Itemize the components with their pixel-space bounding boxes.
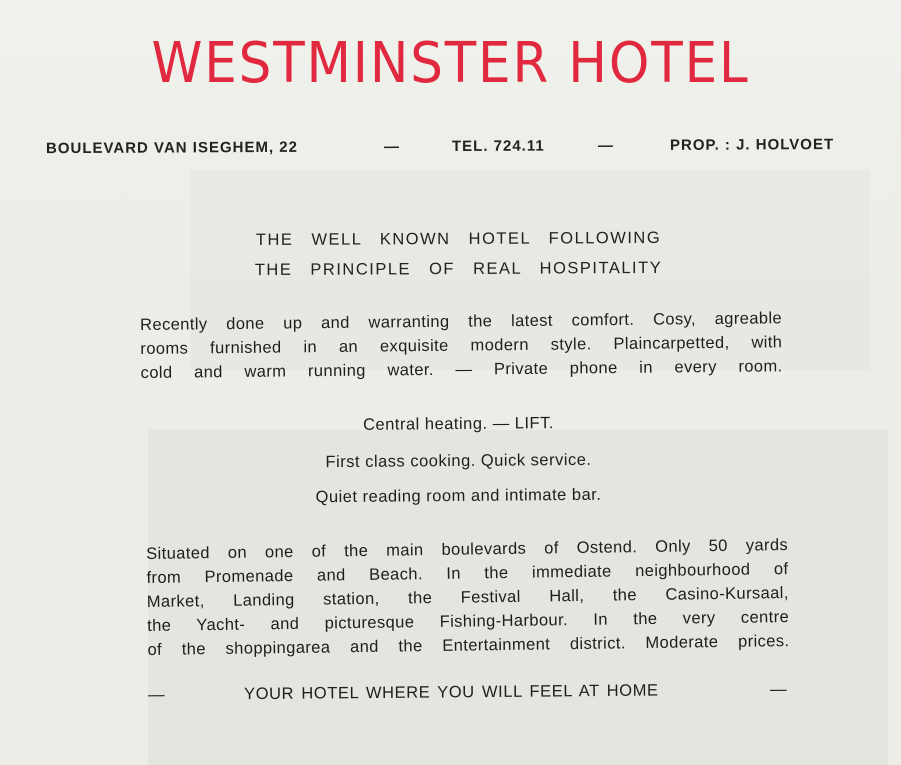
paragraph-line: Market, Landing station, the Festival Hall, the Casino-Kursaal, <box>146 584 789 611</box>
location-paragraph <box>146 533 790 662</box>
address-text: BOULEVARD VAN ISEGHEM, 22 <box>45 138 299 158</box>
heading-line-1: THE WELL KNOWN HOTEL FOLLOWING <box>255 228 662 250</box>
contact-info-row <box>46 136 866 168</box>
paragraph-line: cold and warm running water. — Private phone in every room. <box>140 357 783 382</box>
separator-dash: — <box>597 137 615 155</box>
paragraph-line: rooms furnished in an exquisite modern style. Plaincarpetted, with <box>140 333 783 358</box>
separator-dash: — <box>383 138 401 156</box>
hotel-name-title: WESTMINSTER HOTEL <box>151 31 750 96</box>
paragraph-line: of the shoppingarea and the Entertainment district. Moderate prices. <box>147 632 790 659</box>
footer-dash-left: — <box>148 685 166 704</box>
telephone-text: TEL. 724.11 <box>451 137 545 156</box>
paragraph-line: the Yacht- and picturesque Fishing-Harbour. In the very centre <box>147 608 790 635</box>
paragraph-line: Recently done up and warranting the latest comfort. Cosy, agreable <box>140 309 783 334</box>
proprietor-text: PROP. : J. HOLVOET <box>669 136 835 154</box>
footer-dash-right: — <box>769 680 788 699</box>
heading-line-2: THE PRINCIPLE OF REAL HOSPITALITY <box>254 258 663 280</box>
description-paragraph <box>140 306 783 385</box>
paragraph-line: Situated on one of the main boulevards of Ostend. Only 50 yards <box>146 536 789 563</box>
feature-line-reading-room: Quiet reading room and intimate bar. <box>315 485 602 507</box>
slogan-text: YOUR HOTEL WHERE YOU WILL FEEL AT HOME <box>243 681 659 704</box>
feature-line-cooking: First class cooking. Quick service. <box>325 450 592 472</box>
feature-line-heating: Central heating. — LIFT. <box>362 414 554 434</box>
paragraph-line: from Promenade and Beach. In the immediate neighbourhood of <box>146 560 789 587</box>
